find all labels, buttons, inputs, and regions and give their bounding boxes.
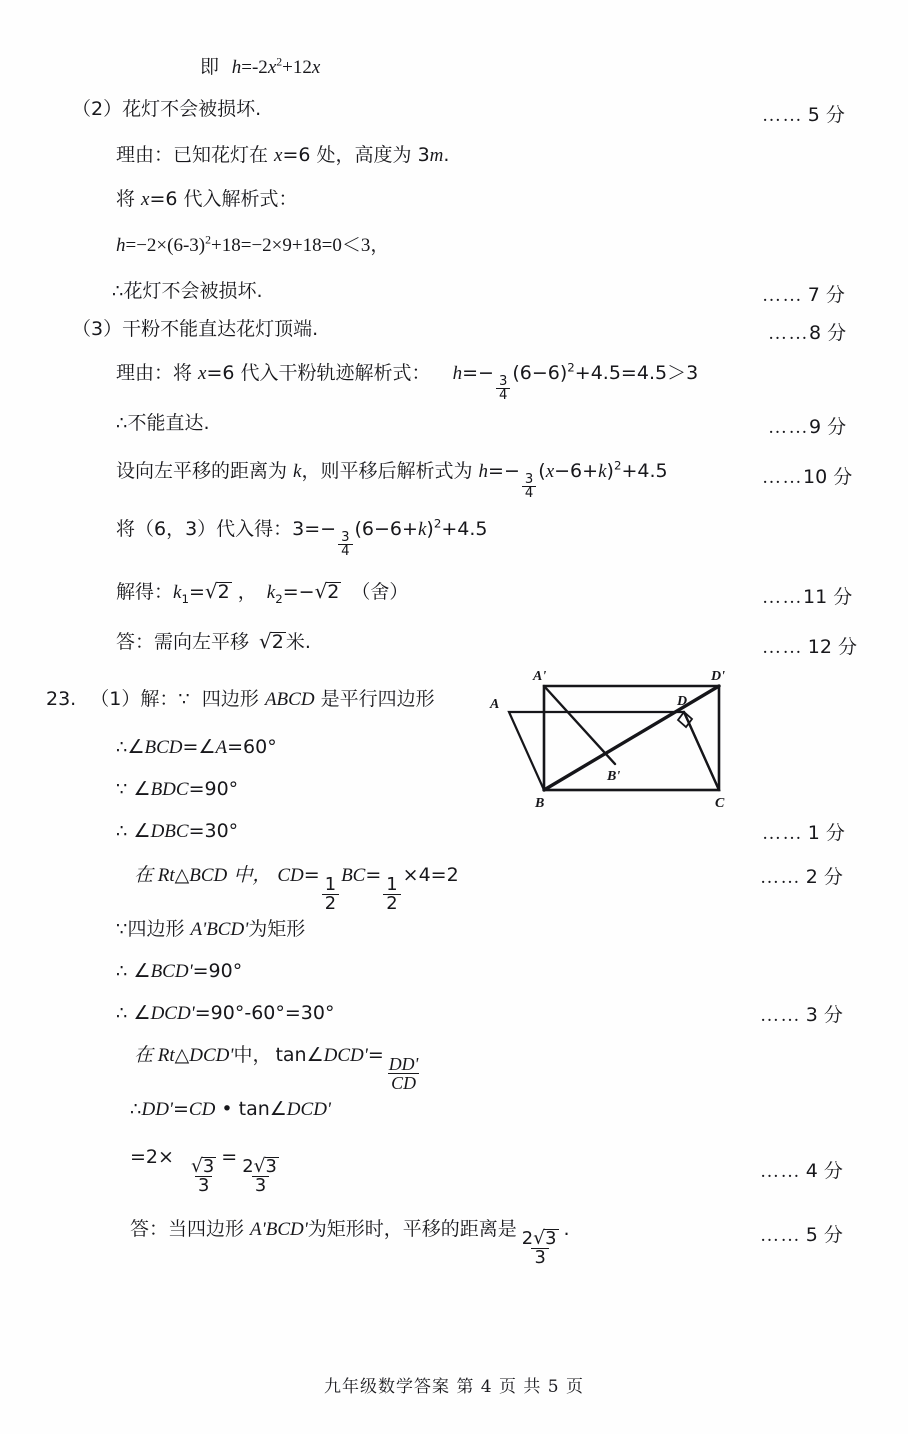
therefore-symbol: ∴	[130, 1099, 142, 1120]
score-mark-3: …… 3 分	[760, 1004, 843, 1026]
problem23-line9: 在 Rt△DCD'中， tan∠DCD'= $\frac{DD'}{CD}$	[134, 1046, 423, 1093]
problem23-number-line: 23. （1）解：∵ 四边形 ABCD 是平行四边形	[46, 688, 435, 710]
part3-substitute-point: 将（6，3）代入得：3=− $\frac{3}{4}$ $(6-6+k)^2+4.5$	[116, 516, 488, 560]
sqrt-2: √2	[259, 629, 284, 653]
part3-statement	[72, 320, 318, 339]
sqrt-2: √2	[204, 579, 230, 603]
intro-label: 即	[200, 56, 220, 78]
intro-eq-lhs: h	[231, 57, 242, 78]
part2-label: （2）	[72, 98, 123, 120]
problem23-part1-label: （1）	[90, 688, 141, 710]
problem23-line2: ∴∠BCD=∠A=60°	[116, 736, 277, 758]
score-mark-11: ……11 分	[762, 586, 853, 608]
vertex-label-D: D	[677, 694, 688, 709]
part3-label: （3）	[72, 318, 123, 340]
fraction-2sqrt3-over-3: $\frac{2√3}{3}$	[242, 1156, 277, 1197]
therefore-symbol: ∴	[116, 737, 128, 758]
problem23-line7: ∴ ∠BCD'=90°	[116, 960, 243, 982]
vertex-label-A-prime: A'	[533, 669, 547, 684]
problem23-line10: ∴DD'=CD • tan∠DCD'	[130, 1098, 331, 1120]
problem23-line5: 在 Rt△BCD 中， CD= $\frac{1}{2}$ BC= $\frac{1}{2}$ ×4=2	[134, 864, 459, 915]
part2-statement	[72, 100, 261, 119]
fraction-1-over-2: $\frac{1}{2}$	[322, 876, 339, 913]
therefore-symbol: ∴	[116, 413, 128, 434]
score-mark-7: …… 7 分	[762, 284, 845, 306]
fraction-1-over-2: $\frac{1}{2}$	[383, 876, 400, 913]
score-mark-12: …… 12 分	[762, 636, 857, 658]
part3-solution: 解得：$k_1=√2$ ， $k_2=-√2$ （舍）	[116, 579, 409, 606]
intro-eq-body: $=-2x^2+12x$	[241, 55, 321, 78]
page-footer: 九年级数学答案 第 4 页 共 5 页	[323, 1377, 585, 1397]
part3-cannot-reach: ∴不能直达.	[116, 412, 210, 434]
vertex-label-A: A	[490, 697, 500, 712]
therefore-symbol: ∴	[116, 1003, 128, 1024]
fraction-3-over-4: $\frac{3}{4}$	[522, 473, 536, 501]
therefore-symbol: ∴	[112, 281, 124, 302]
therefore-symbol: ∴	[116, 821, 128, 842]
part3-answer: 答：需向左平移 √2 米.	[116, 629, 311, 653]
fraction-3-over-4: $\frac{3}{4}$	[496, 375, 510, 403]
problem23-line11: =2× $\frac{√3}{3}$ = $\frac{2√3}{3}$	[130, 1148, 284, 1196]
part3-statement-text: 干粉不能直达花灯顶端.	[122, 318, 319, 340]
problem23-line12: 答：当四边形 A'BCD'为矩形时，平移的距离是 $\frac{2√3}{3}$ .	[130, 1218, 570, 1269]
fraction-3-over-4: $\frac{3}{4}$	[338, 531, 352, 559]
problem23-line6: ∵四边形 A'BCD'为矩形	[116, 918, 306, 940]
fraction-2sqrt3-over-3: $\frac{2√3}{3}$	[521, 1228, 557, 1269]
problem23-line8: ∴ ∠DCD'=90°-60°=30°	[116, 1002, 335, 1024]
score-mark-1: …… 1 分	[762, 822, 845, 844]
part2-equation: $h=-2\times(6-3)^2+18=-2\times 9+18=0<3$，	[116, 233, 390, 256]
part3-shift-expression: 设向左平移的距离为 k，则平移后解析式为 h=− $\frac{3}{4}$ $(x-6+k)^2+4.5$	[116, 458, 668, 502]
therefore-symbol: ∴	[116, 961, 128, 982]
score-mark-4: …… 4 分	[760, 1160, 843, 1182]
parallelogram-translation-diagram	[487, 664, 752, 809]
part3-reason: 理由：将 x=6 代入干粉轨迹解析式： h=− $\frac{3}{4}$ $(6-6)^2+4.5=4.5>3$	[116, 360, 699, 404]
because-symbol: ∵	[116, 779, 128, 800]
part2-substitute: 将 x=6 代入解析式：	[116, 188, 298, 210]
score-mark-9: ……9 分	[768, 416, 847, 438]
problem23-line3: ∵ ∠BDC=90°	[116, 778, 239, 800]
part2-statement-text: 花灯不会被损坏.	[122, 98, 262, 120]
problem23-line4: ∴ ∠DBC=30°	[116, 820, 239, 842]
vertex-label-C: C	[715, 796, 725, 809]
vertex-label-B: B	[535, 796, 545, 809]
score-mark-5-final: …… 5 分	[760, 1224, 843, 1246]
vertex-label-D-prime: D'	[711, 669, 725, 684]
because-symbol: ∵	[178, 689, 190, 710]
fraction-sqrt3-over-3: $\frac{√3}{3}$	[190, 1156, 215, 1197]
part2-reason: 理由：已知花灯在 x=6 处，高度为 3m.	[116, 144, 450, 166]
equation-line-intro	[200, 55, 321, 78]
score-mark-5: …… 5 分	[762, 104, 845, 126]
score-mark-8: ……8 分	[768, 322, 847, 344]
fraction-DDprime-over-CD: $\frac{DD'}{CD}$	[388, 1054, 419, 1094]
score-mark-2: …… 2 分	[760, 866, 843, 888]
because-symbol: ∵	[116, 919, 128, 940]
score-mark-10: ……10 分	[762, 466, 853, 488]
problem23-number: 23.	[46, 688, 77, 710]
part2-conclusion: ∴花灯不会被损坏.	[112, 280, 263, 302]
sqrt-2: √2	[314, 579, 340, 603]
vertex-label-B-prime: B'	[607, 769, 621, 784]
problem23-line1-solve: 解：	[140, 688, 179, 710]
